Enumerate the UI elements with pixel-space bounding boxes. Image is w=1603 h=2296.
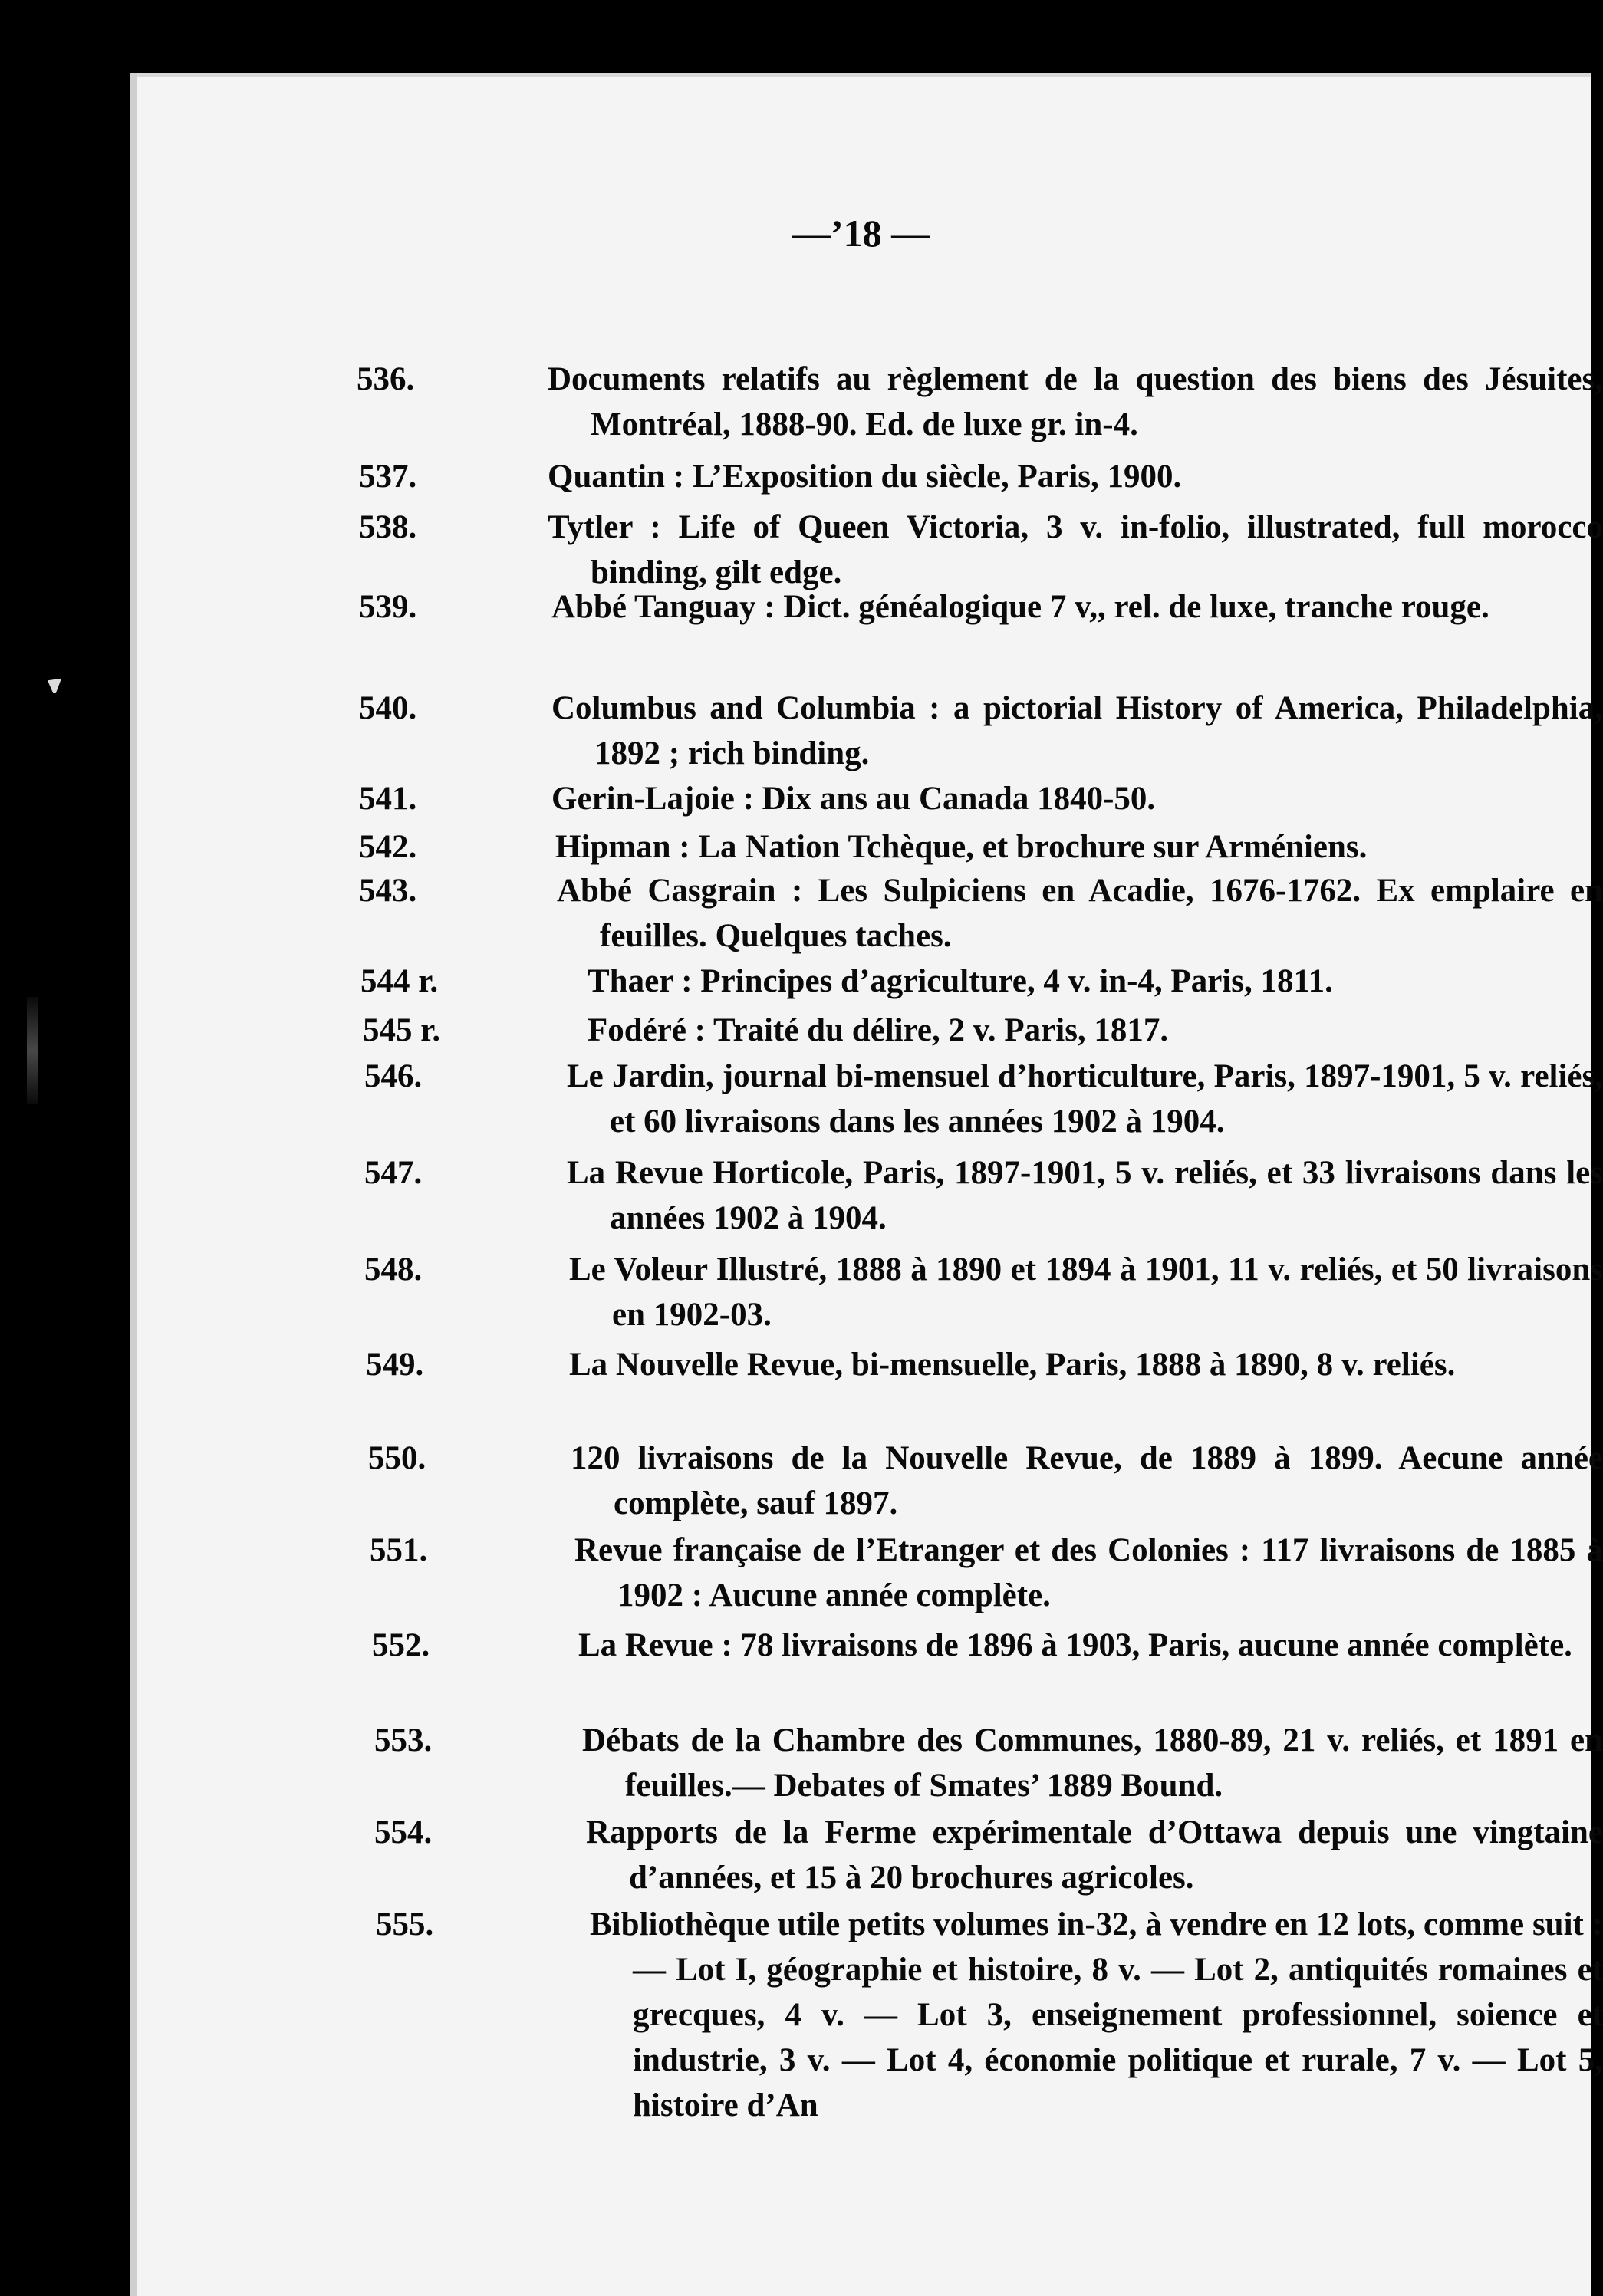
entry-number: 544 r. xyxy=(360,963,439,999)
entry-number: 547. xyxy=(364,1155,423,1191)
entry-text: Le Jardin, journal bi-mensuel d’horticulture, Paris, 1897-1901, 5 v. reliés, et 60 livraisons dans les années 1902 à 1904. xyxy=(567,1058,1603,1140)
entry-text: Tytler : Life of Queen Victoria, 3 v. in-folio, illustrated, full morocco binding, gilt edge. xyxy=(548,509,1603,590)
page-number: —’18 — xyxy=(792,212,930,255)
entry-number: 542. xyxy=(359,829,417,865)
entry-text: La Revue Horticole, Paris, 1897-1901, 5 v. reliés, et 33 livraisons dans les années 1902 à 1904. xyxy=(567,1155,1603,1236)
entry-number: 555. xyxy=(376,1906,434,1942)
entry-number: 543. xyxy=(359,873,417,909)
entry-text: La Revue : 78 livraisons de 1896 à 1903, Paris, aucune année complète. xyxy=(578,1627,1572,1663)
entry-text: Thaer : Principes d’agriculture, 4 v. in-4, Paris, 1811. xyxy=(588,963,1333,999)
entry-text: 120 livraisons de la Nouvelle Revue, de 1889 à 1899. Aecune année complète, sauf 1897. xyxy=(571,1440,1603,1521)
entry-text: Gerin-Lajoie : Dix ans au Canada 1840-50. xyxy=(551,781,1156,817)
entry-number: 538. xyxy=(359,509,417,545)
entry-text: Fodéré : Traité du délire, 2 v. Paris, 1817. xyxy=(588,1012,1169,1048)
entry-number: 546. xyxy=(364,1058,423,1094)
entry-text: Abbé Casgrain : Les Sulpiciens en Acadie, 1676-1762. Ex emplaire en feuilles. Quelques taches. xyxy=(557,873,1603,954)
entry-text: Bibliothèque utile petits volumes in-32, à vendre en 12 lots, comme suit : — Lot I, géographie et histoire, 8 v. — Lot 2, antiquités romaines et grecques, 4 v. — Lot 3, enseignement professionnel, soience et industrie, 3 v. — Lot 4, économie politique et rurale, 7 v. — Lot 5, histoire d’An xyxy=(590,1906,1603,2123)
entry-number: 536. xyxy=(357,361,415,397)
entry-text: Quantin : L’Exposition du siècle, Paris, 1900. xyxy=(548,459,1182,495)
entry-text: Le Voleur Illustré, 1888 à 1890 et 1894 à 1901, 11 v. reliés, et 50 livraisons en 1902-03. xyxy=(569,1252,1603,1333)
entry-number: 537. xyxy=(359,459,417,495)
scan-speck xyxy=(48,675,61,693)
entry-text: Columbus and Columbia : a pictorial History of America, Philadelphia, 1892 ; rich binding. xyxy=(551,690,1603,771)
entry-text: La Nouvelle Revue, bi-mensuelle, Paris, 1888 à 1890, 8 v. reliés. xyxy=(569,1347,1456,1383)
catalogue-entries xyxy=(130,73,1603,2296)
entry-text: Documents relatifs au règlement de la question des biens des Jésuites, Montréal, 1888-90. Ed. de luxe gr. in-4. xyxy=(548,361,1603,442)
entry-number: 548. xyxy=(364,1252,423,1288)
entry-text: Débats de la Chambre des Communes, 1880-89, 21 v. reliés, et 1891 en feuilles.— Debates of Smates’ 1889 Bound. xyxy=(582,1722,1603,1804)
entry-number: 554. xyxy=(374,1814,433,1850)
entry-number: 550. xyxy=(368,1440,426,1476)
entry-text: Rapports de la Ferme expérimentale d’Ottawa depuis une vingtaine d’années, et 15 à 20 brochures agricoles. xyxy=(586,1814,1603,1896)
entry-number: 549. xyxy=(366,1347,424,1383)
entry-number: 551. xyxy=(370,1532,428,1568)
entry-number: 552. xyxy=(372,1627,430,1663)
entry-number: 539. xyxy=(359,589,417,625)
entry-number: 541. xyxy=(359,781,417,817)
entry-text: Abbé Tanguay : Dict. généalogique 7 v,, rel. de luxe, tranche rouge. xyxy=(551,589,1489,625)
entry-number: 540. xyxy=(359,690,417,726)
entry-text: Revue française de l’Etranger et des Colonies : 117 livraisons de 1885 à 1902 : Aucune année complète. xyxy=(574,1532,1603,1613)
entry-text: Hipman : La Nation Tchèque, et brochure sur Arméniens. xyxy=(555,829,1368,865)
entry-number: 553. xyxy=(374,1722,433,1758)
document-page xyxy=(130,73,1603,2296)
entry-number: 545 r. xyxy=(363,1012,441,1048)
scan-streak xyxy=(27,997,38,1104)
